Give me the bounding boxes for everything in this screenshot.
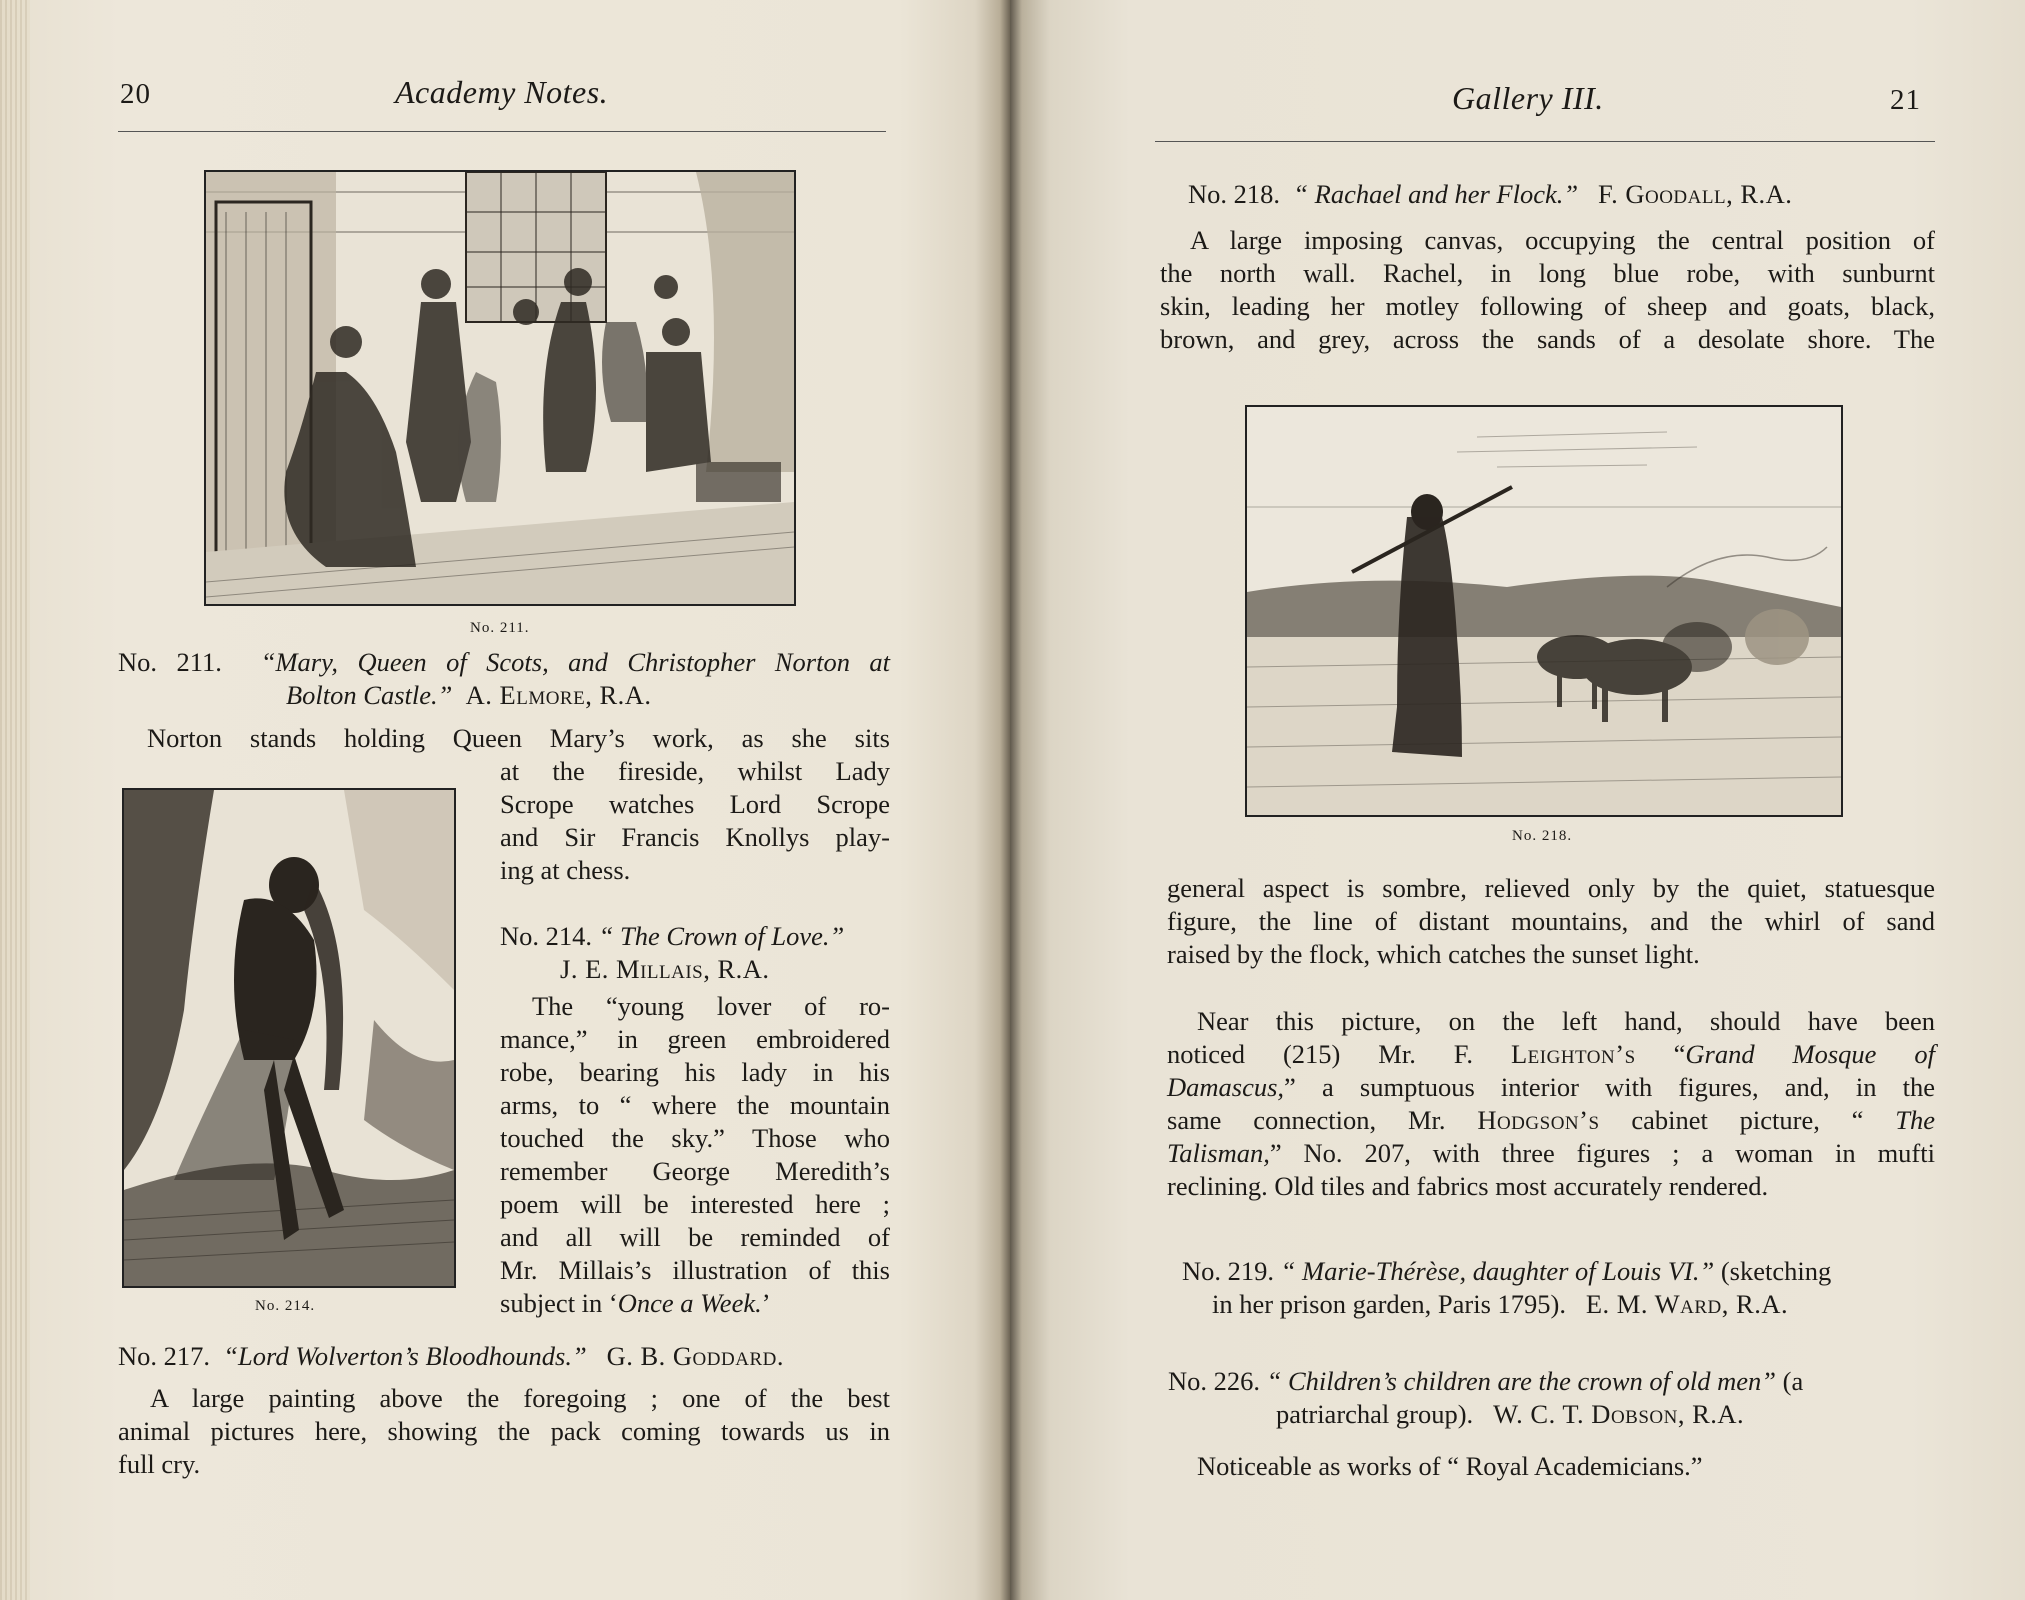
text-line: robe, bearing his lady in his	[500, 1057, 890, 1087]
text-run: ” a sumptuous interior with figures, and, in the	[1284, 1072, 1935, 1102]
entry-number: No. 219.	[1182, 1256, 1275, 1286]
figure-caption: No. 211.	[470, 620, 530, 636]
entry-title: “Lord Wolverton’s Bloodhounds.”	[223, 1341, 587, 1371]
closing-note: Noticeable as works of “ Royal Academicians.”	[1197, 1451, 1703, 1481]
text-run: “	[1635, 1039, 1686, 1069]
text-line: Norton stands holding Queen Mary’s work, as she sits	[147, 723, 890, 753]
header-rule	[118, 131, 886, 132]
text-line: figure, the line of distant mountains, and the whirl of sand	[1167, 906, 1935, 936]
entry-211-text	[147, 722, 890, 755]
running-head: Academy Notes.	[395, 74, 609, 110]
text-line: general aspect is sombre, relieved only by the quiet, statuesque	[1167, 873, 1935, 903]
note-near-picture	[1167, 1005, 1935, 1203]
entry-title: “ Children’s children are the crown of old men”	[1266, 1366, 1777, 1396]
entry-218-text	[1160, 224, 1935, 356]
entry-title: “Mary, Queen of Scots, and Christopher Norton at	[260, 647, 891, 677]
entry-number: No. 214.	[500, 921, 593, 951]
page-number: 20	[120, 78, 151, 110]
text-line: Scrope watches Lord Scrope	[500, 789, 890, 819]
entry-title-cont: Bolton Castle.”	[286, 680, 453, 710]
entry-title: “ Rachael and her Flock.”	[1293, 179, 1579, 209]
entry-number: No. 218.	[1188, 179, 1281, 209]
entry-artist: A. Elmore, R.A.	[465, 680, 652, 710]
entry-218-heading	[1188, 178, 1933, 211]
entry-artist: F. Goodall, R.A.	[1597, 179, 1793, 209]
entry-artist: W. C. T. Dobson, R.A.	[1493, 1399, 1745, 1429]
figure-caption: No. 218.	[1512, 828, 1573, 844]
illustration-no-218	[1245, 405, 1843, 817]
illustration-no-211	[204, 170, 796, 606]
work-title: Grand Mosque of	[1685, 1039, 1935, 1069]
text-line: and all will be reminded of	[500, 1222, 890, 1252]
artist-name: Hodgson’s	[1477, 1105, 1600, 1135]
text-line: A large imposing canvas, occupying the central position of	[1190, 225, 1935, 255]
text-line: raised by the flock, which catches the sunset light.	[1167, 939, 1700, 969]
left-page	[0, 0, 1010, 1600]
closing-quote: ’	[761, 1288, 771, 1318]
entry-artist: J. E. Millais, R.A.	[560, 954, 770, 984]
engraving-lovers-scene	[124, 790, 454, 1286]
text-line: arms, to “ where the mountain	[500, 1090, 890, 1120]
text-line: skin, leading her motley following of sheep and goats, black,	[1160, 291, 1935, 321]
work-title: Talisman,	[1167, 1138, 1270, 1168]
text-line: remember George Meredith’s	[500, 1156, 890, 1186]
text-line: animal pictures here, showing the pack coming towards us in	[118, 1416, 890, 1446]
entry-226	[1168, 1365, 1938, 1431]
header-rule	[1155, 141, 1935, 142]
text-run: in her prison garden, Paris 1795).	[1212, 1289, 1566, 1319]
text-run: same connection, Mr.	[1167, 1105, 1478, 1135]
text-line: reclining. Old tiles and fabrics most accurately rendered.	[1167, 1171, 1769, 1201]
entry-217-heading	[118, 1340, 890, 1373]
text-run: patriarchal group).	[1276, 1399, 1474, 1429]
text-line: brown, and grey, across the sands of a desolate shore. The	[1160, 324, 1935, 354]
running-head: Gallery III.	[1452, 80, 1604, 116]
text-run: cabinet picture, “	[1599, 1105, 1896, 1135]
text-line: ing at chess.	[500, 855, 631, 885]
entry-211-text-wrap	[500, 755, 890, 887]
page-edge	[0, 0, 30, 1600]
entry-title: “ The Crown of Love.”	[598, 921, 845, 951]
figure-caption: No. 214.	[255, 1298, 316, 1314]
text-line: at the fireside, whilst Lady	[500, 756, 890, 786]
entry-214-heading	[500, 920, 890, 986]
entry-217-text	[118, 1382, 890, 1481]
text-run: (sketching	[1714, 1256, 1832, 1286]
entry-number: No. 226.	[1168, 1366, 1261, 1396]
entry-211-heading	[118, 646, 890, 712]
text-line: mance,” in green embroidered	[500, 1024, 890, 1054]
text-line: and Sir Francis Knollys play-	[500, 822, 890, 852]
engraving-interior-scene	[206, 172, 794, 604]
text-line: Mr. Millais’s illustration of this	[500, 1255, 890, 1285]
entry-number: No. 217.	[118, 1341, 211, 1371]
work-title: Damascus,	[1167, 1072, 1285, 1102]
text-line: The “young lover of ro-	[532, 991, 890, 1021]
entry-artist: G. B. Goddard.	[606, 1341, 784, 1371]
work-title: The	[1895, 1105, 1935, 1135]
publication-title: Once a Week.	[617, 1288, 762, 1318]
text-line: subject in ‘	[500, 1288, 618, 1318]
right-page	[1010, 0, 2025, 1600]
page-number: 21	[1890, 84, 1921, 116]
engraving-shepherdess-flock	[1247, 407, 1841, 815]
text-line: A large painting above the foregoing ; one of the best	[150, 1383, 890, 1413]
text-line: the north wall. Rachel, in long blue robe, with sunburnt	[1160, 258, 1935, 288]
illustration-no-214	[122, 788, 456, 1288]
entry-artist: E. M. Ward, R.A.	[1585, 1289, 1789, 1319]
artist-name: Leighton’s	[1510, 1039, 1636, 1069]
text-run: (a	[1776, 1366, 1804, 1396]
entry-number: No. 211.	[118, 647, 222, 677]
entry-214-text	[500, 990, 890, 1320]
text-line: poem will be interested here ;	[500, 1189, 890, 1219]
text-run: ” No. 207, with three figures ; a woman in mufti	[1269, 1138, 1935, 1168]
text-run: noticed (215) Mr. F.	[1167, 1039, 1511, 1069]
text-line: full cry.	[118, 1449, 201, 1479]
entry-title: “ Marie-Thérèse, daughter of Louis VI.”	[1280, 1256, 1715, 1286]
entry-219	[1182, 1255, 1942, 1321]
text-line: Near this picture, on the left hand, should have been	[1197, 1006, 1935, 1036]
entry-218-text-cont	[1167, 872, 1935, 971]
text-line: touched the sky.” Those who	[500, 1123, 890, 1153]
